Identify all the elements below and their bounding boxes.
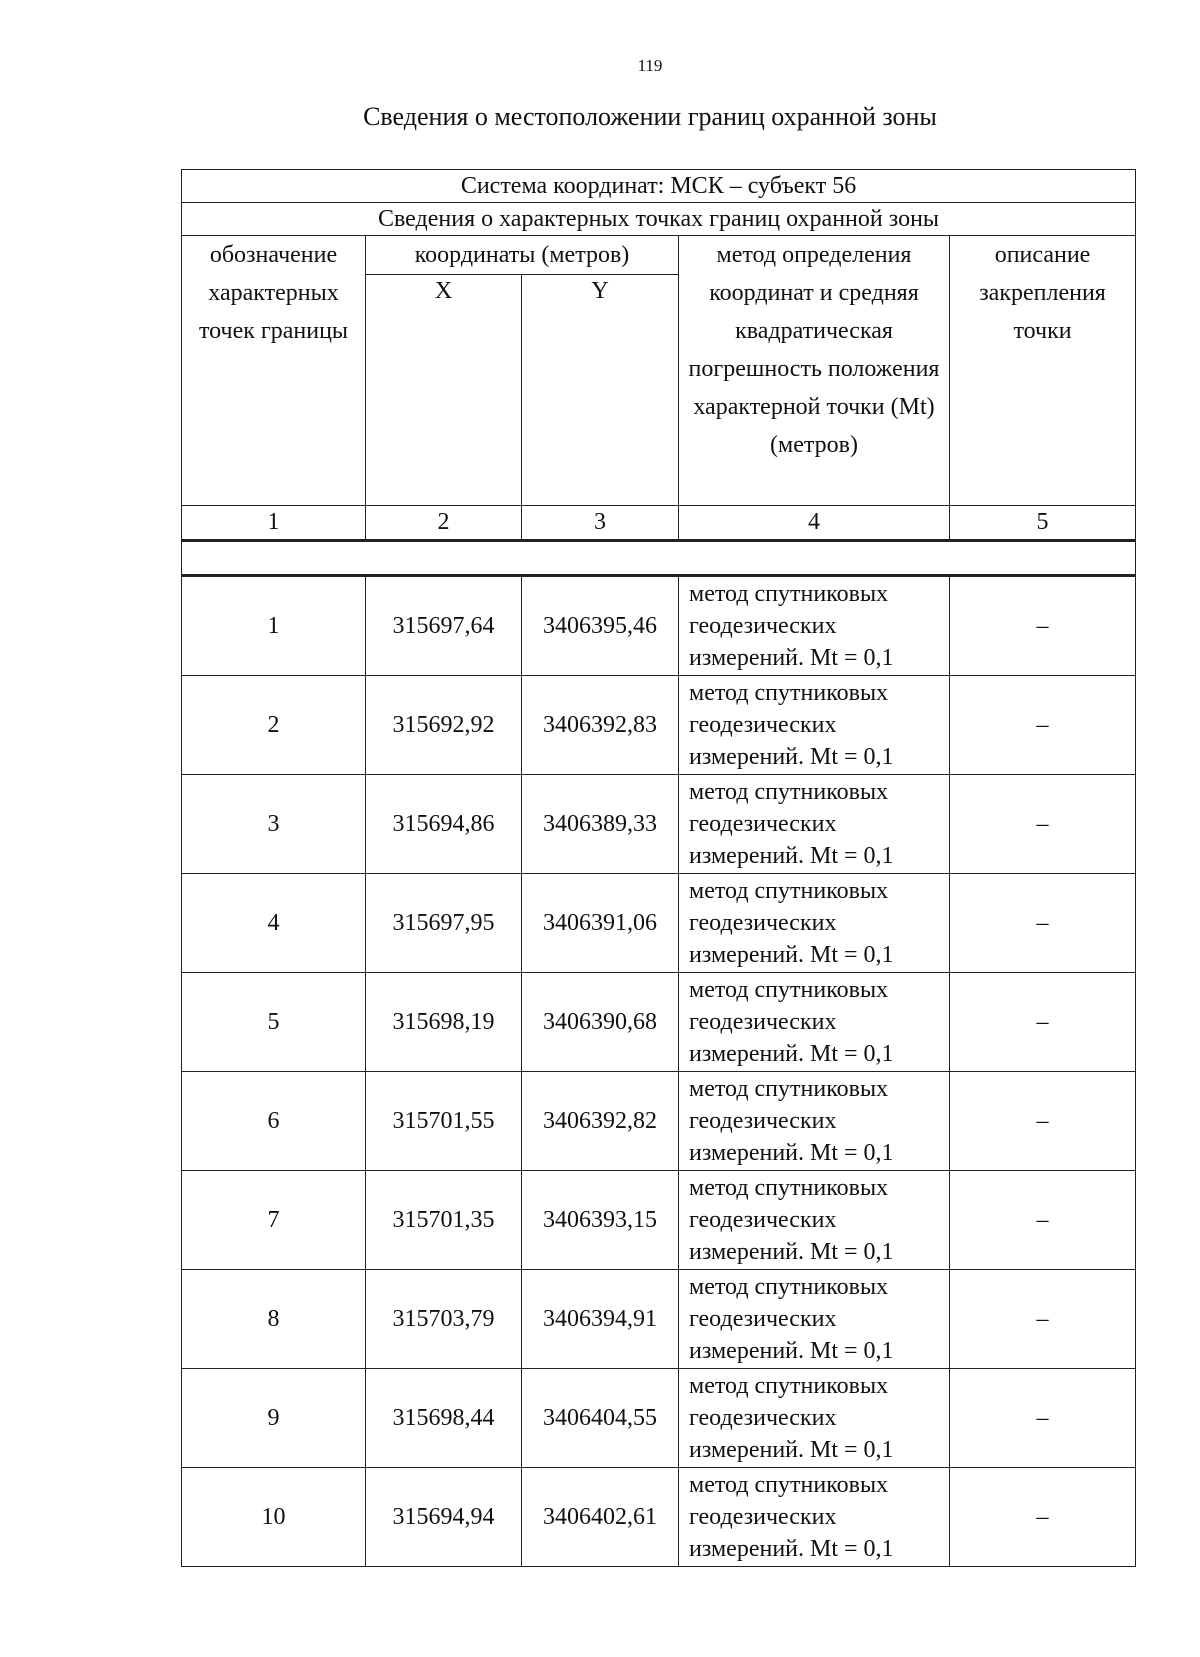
y-coordinate-cell: 3406395,46: [522, 576, 679, 676]
description-cell: –: [950, 1072, 1136, 1171]
header-description: описание закрепления точки: [950, 236, 1136, 506]
table-row: [182, 1171, 1136, 1270]
y-coordinate-cell: 3406390,68: [522, 973, 679, 1072]
y-coordinate-cell: 3406392,83: [522, 676, 679, 775]
point-cell: 7: [182, 1171, 366, 1270]
table-row: [182, 1468, 1136, 1567]
info-row: [182, 203, 1136, 236]
x-coordinate-cell: 315692,92: [366, 676, 522, 775]
x-coordinate-cell: 315694,86: [366, 775, 522, 874]
point-cell: 4: [182, 874, 366, 973]
point-cell: 1: [182, 576, 366, 676]
x-coordinate-cell: 315697,95: [366, 874, 522, 973]
table-row: [182, 874, 1136, 973]
method-cell: метод спутниковых геодезических измерений. Mt = 0,1: [679, 775, 950, 874]
table-row: [182, 1270, 1136, 1369]
y-coordinate-cell: 3406389,33: [522, 775, 679, 874]
table-row: [182, 1072, 1136, 1171]
method-cell: метод спутниковых геодезических измерений. Mt = 0,1: [679, 676, 950, 775]
info-cell: Сведения о характерных точках границ охранной зоны: [182, 203, 1136, 236]
y-coordinate-cell: 3406392,82: [522, 1072, 679, 1171]
point-cell: 8: [182, 1270, 366, 1369]
point-cell: 6: [182, 1072, 366, 1171]
description-cell: –: [950, 1270, 1136, 1369]
table-row: [182, 1369, 1136, 1468]
header-coords: координаты (метров): [366, 236, 679, 275]
method-cell: метод спутниковых геодезических измерений. Mt = 0,1: [679, 874, 950, 973]
header-y: Y: [522, 275, 679, 506]
column-number: 2: [366, 506, 522, 541]
x-coordinate-cell: 315701,35: [366, 1171, 522, 1270]
description-cell: –: [950, 1468, 1136, 1567]
y-coordinate-cell: 3406391,06: [522, 874, 679, 973]
point-cell: 9: [182, 1369, 366, 1468]
method-cell: метод спутниковых геодезических измерений. Mt = 0,1: [679, 1072, 950, 1171]
method-cell: метод спутниковых геодезических измерений. Mt = 0,1: [679, 1171, 950, 1270]
column-number: 3: [522, 506, 679, 541]
method-cell: метод спутниковых геодезических измерений. Mt = 0,1: [679, 1468, 950, 1567]
description-cell: –: [950, 1171, 1136, 1270]
point-cell: 2: [182, 676, 366, 775]
y-coordinate-cell: 3406402,61: [522, 1468, 679, 1567]
x-coordinate-cell: 315701,55: [366, 1072, 522, 1171]
header-row: [182, 236, 1136, 275]
description-cell: –: [950, 874, 1136, 973]
header-point: обозначение характерных точек границы: [182, 236, 366, 506]
method-cell: метод спутниковых геодезических измерений. Mt = 0,1: [679, 973, 950, 1072]
empty-cell: [182, 541, 1136, 576]
description-cell: –: [950, 775, 1136, 874]
empty-separator-row: [182, 541, 1136, 576]
y-coordinate-cell: 3406404,55: [522, 1369, 679, 1468]
description-cell: –: [950, 1369, 1136, 1468]
x-coordinate-cell: 315703,79: [366, 1270, 522, 1369]
column-number: 5: [950, 506, 1136, 541]
table-row: [182, 973, 1136, 1072]
header-x: X: [366, 275, 522, 506]
method-cell: метод спутниковых геодезических измерений. Mt = 0,1: [679, 576, 950, 676]
x-coordinate-cell: 315698,44: [366, 1369, 522, 1468]
column-number: 4: [679, 506, 950, 541]
x-coordinate-cell: 315694,94: [366, 1468, 522, 1567]
coordinate-system-cell: Система координат: МСК – субъект 56: [182, 170, 1136, 203]
method-cell: метод спутниковых геодезических измерений. Mt = 0,1: [679, 1270, 950, 1369]
document-title: Сведения о местоположении границ охранной зоны: [363, 102, 937, 131]
column-number: 1: [182, 506, 366, 541]
point-cell: 3: [182, 775, 366, 874]
table-row: [182, 576, 1136, 676]
point-cell: 5: [182, 973, 366, 1072]
system-row: [182, 170, 1136, 203]
description-cell: –: [950, 576, 1136, 676]
x-coordinate-cell: 315697,64: [366, 576, 522, 676]
description-cell: –: [950, 973, 1136, 1072]
header-method: метод определения координат и средняя квадратическая погрешность положения характерной точки (Mt) (метров): [679, 236, 950, 506]
coordinates-table: [181, 169, 1136, 1567]
table-row: [182, 676, 1136, 775]
page-number: 119: [637, 56, 663, 75]
column-numbers-row: [182, 506, 1136, 541]
x-coordinate-cell: 315698,19: [366, 973, 522, 1072]
y-coordinate-cell: 3406394,91: [522, 1270, 679, 1369]
method-cell: метод спутниковых геодезических измерений. Mt = 0,1: [679, 1369, 950, 1468]
table-row: [182, 775, 1136, 874]
description-cell: –: [950, 676, 1136, 775]
point-cell: 10: [182, 1468, 366, 1567]
y-coordinate-cell: 3406393,15: [522, 1171, 679, 1270]
